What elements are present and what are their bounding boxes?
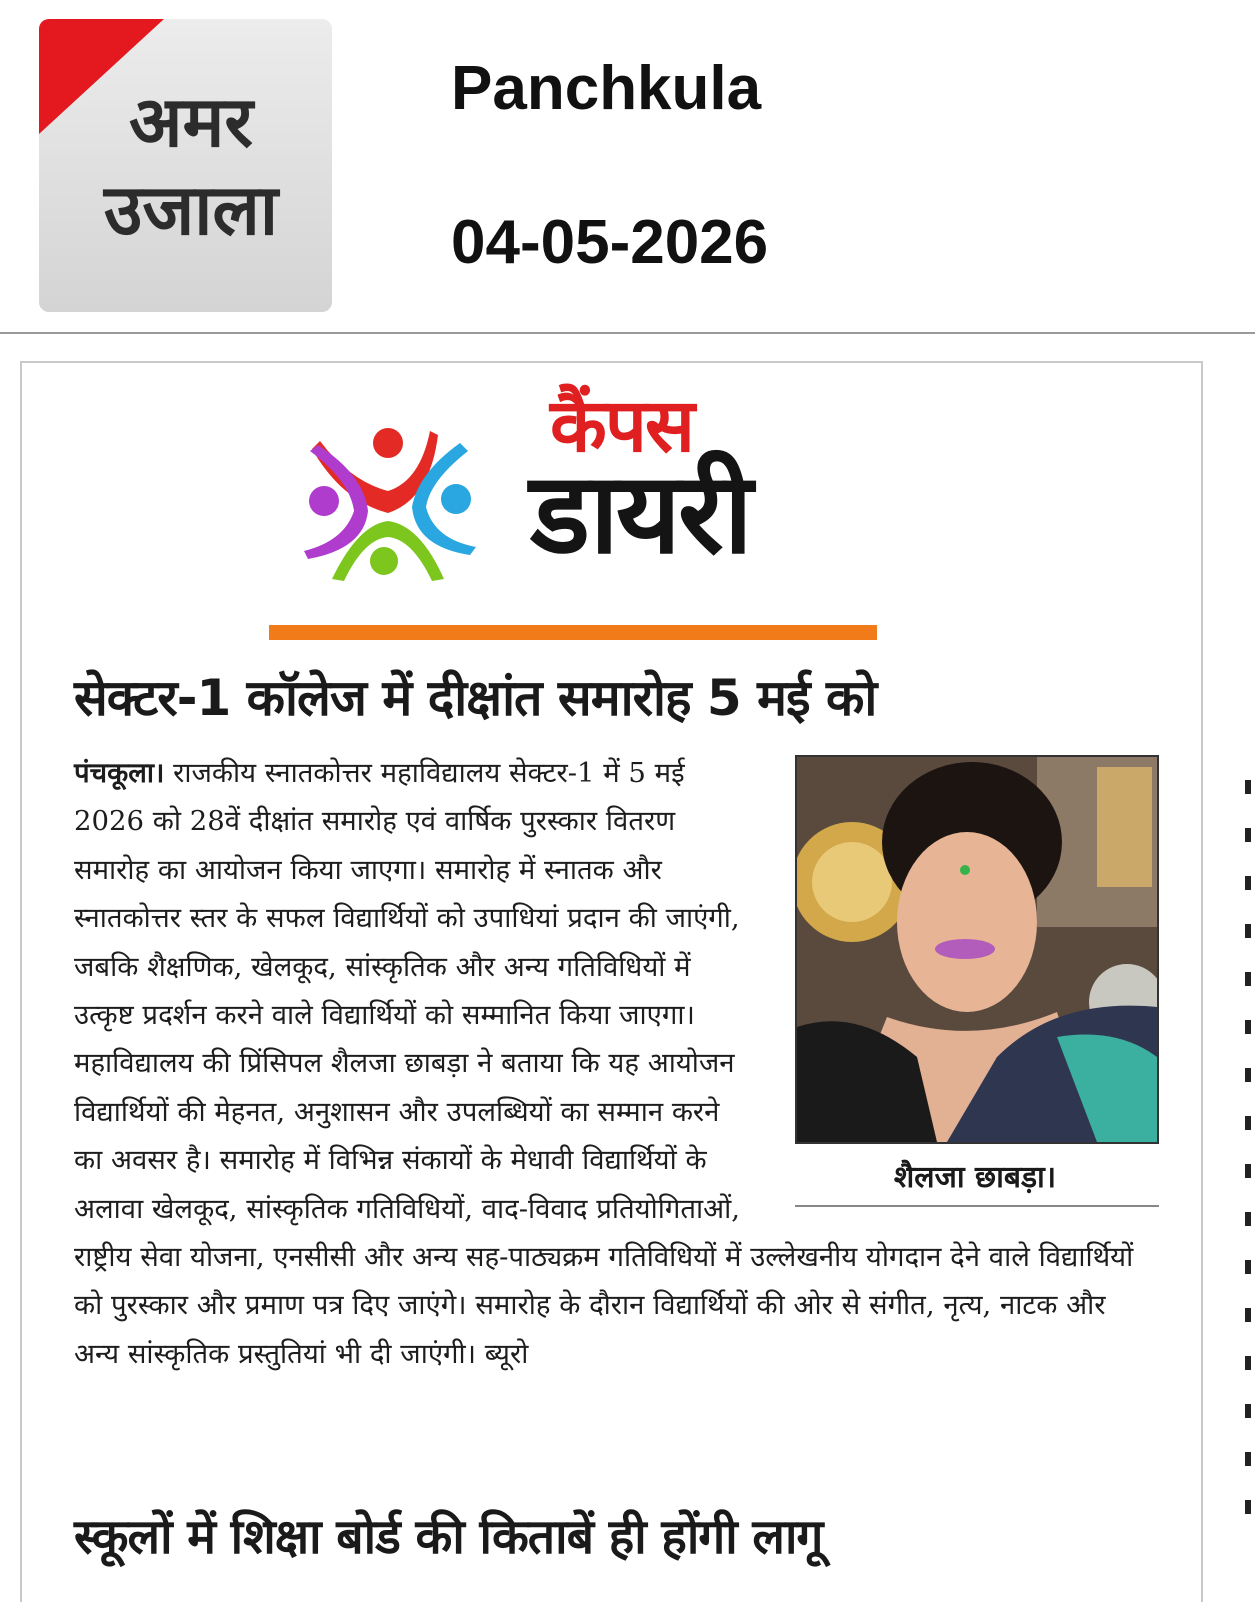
section-underline: [269, 625, 877, 640]
adjacent-page-edge: [1243, 780, 1253, 1560]
portrait-image: [797, 757, 1157, 1142]
logo-text-line2: उजाला: [103, 169, 279, 251]
newspaper-clipping: [20, 361, 1203, 1602]
principal-photo: [795, 755, 1159, 1144]
campus-diary-figures-icon: [280, 421, 500, 581]
section-title-line2: डायरी: [530, 449, 750, 579]
article-headline: सेक्टर-1 कॉलेज में दीक्षांत समारोह 5 मई को: [74, 669, 877, 727]
logo-text-line1: अमर: [129, 81, 253, 163]
date-label: 04-05-2026: [451, 208, 769, 277]
amar-ujala-logo: [39, 19, 332, 312]
next-article-headline: स्कूलों में शिक्षा बोर्ड की किताबें ही होंगी लागू: [74, 1509, 823, 1565]
city-label: Panchkula: [451, 54, 762, 123]
header-divider: [0, 332, 1255, 334]
photo-caption: शैलजा छाबड़ा।: [893, 1160, 1057, 1195]
caption-divider: [795, 1205, 1159, 1207]
article-dateline: पंचकूला।: [74, 757, 165, 789]
section-title-line1: कैंपस: [550, 383, 693, 469]
article-body-text: राजकीय स्नातकोत्तर महाविद्यालय सेक्टर-1 में 5 मई 2026 को 28वें दीक्षांत समारोह एवं वार्षिक पुरस्कार वितरण समारोह का आयोजन किया जाएगा। समारोह में स्नातक और स्नातकोत्तर स्तर के सफल विद्यार्थियों को उपाधियां प्रदान की जाएंगी, जबकि शैक्षणिक, खेलकूद, सांस्कृतिक और अन्य गतिविधियों में उत्कृष्ट प्रदर्शन करने वाले विद्यार्थियों को सम्मानित किया जाएगा। महाविद्यालय की प्रिंसिपल शैलजा छाबड़ा ने बताया कि यह आयोजन विद्यार्थियों की मेहनत, अनुशासन और उपलब्धियों का सम्मान करने का अवसर है। समारोह में विभिन्न संकायों के मेधावी विद्यार्थियों के अलावा खेलकूद, सांस्कृतिक गतिविधियों, वाद-विवाद प्रतियोगिताओं, राष्ट्रीय सेवा योजना, एनसीसी और अन्य सह-पाठ्यक्रम गतिविधियों में उल्लेखनीय योगदान देने वाले विद्यार्थियों को पुरस्कार और प्रमाण पत्र दिए जाएंगे। समारोह के दौरान विद्यार्थियों की ओर से संगीत, नृत्य, नाटक और अन्य सांस्कृतिक प्रस्तुतियां भी दी जाएंगी। ब्यूरो: [74, 757, 1134, 1370]
